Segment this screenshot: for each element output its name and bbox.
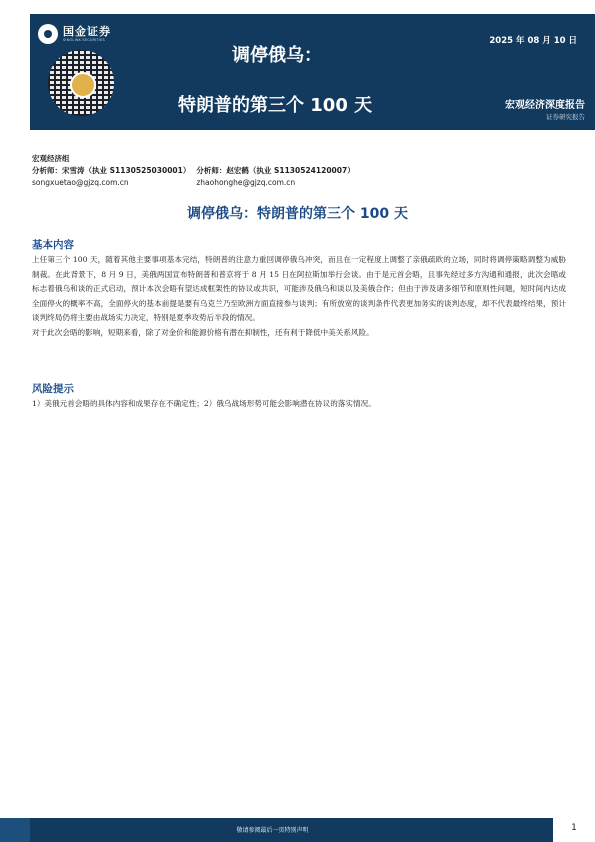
analyst-item: [32, 165, 190, 189]
analyst-list: [32, 165, 361, 189]
analyst-email[interactable]: songxuetao@gjzq.com.cn: [32, 178, 129, 187]
analyst-item: [196, 165, 354, 189]
risk-body: 1）美俄元首会晤的具体内容和成果存在不确定性；2）俄乌战场形势可能会影响潜在协议的落实情况。: [32, 399, 376, 408]
summary-paragraph: 上任第三个 100 天，随着其他主要事项基本完结，特朗普的注意力重回调停俄乌冲突，而且在一定程度上调整了亲俄疏欧的立场，同时将调停策略调整为威胁制裁。在此背景下，8 月 9 日，美俄两国宣布特朗普和普京将于 8 月 15 日在阿拉斯加举行会谈。由于是元首会晤，且事先经过多方沟通和通报，此次会晤或标志着俄乌和谈的正式启动，预计本次会晤有望达成框架性的协议或共识，可能涉及俄乌和谈以及美俄合作；但由于涉及诸多细节和原则性问题，短时间内达成全面停火的概率不高，全面停火的基本前提是要有乌克兰乃至欧洲方面直接参与谈判；有所放宽的谈判条件代表更加务实的谈判态度，却不代表最终结果，预计谈判终局仍将主要由战场实力决定，特别是夏季攻势后半段的情况。: [32, 255, 566, 322]
analyst-label: 分析师：赵宏鹤（执业 S1130524120007）: [196, 166, 355, 175]
analyst-label: 分析师：宋雪涛（执业 S1130525030001）: [32, 166, 191, 175]
team-name: 宏观经济组: [32, 154, 70, 163]
qr-center-badge-icon: [70, 72, 96, 98]
company-logo: [38, 24, 111, 44]
cover-title-line2: 特朗普的第三个 100 天: [178, 95, 373, 116]
analyst-block: [32, 153, 361, 189]
report-subtype: 证券研究报告: [546, 113, 585, 121]
logo-subtext: SINOLINK SECURITIES: [63, 37, 105, 42]
logo-text: 国金证券: [63, 24, 111, 38]
page-title: 调停俄乌：特朗普的第三个 100 天: [187, 206, 408, 222]
analyst-email[interactable]: zhaohonghe@gjzq.com.cn: [196, 178, 296, 187]
summary-paragraph: 对于此次会晤的影响，短期来看，除了对金价和能源价格有潜在抑制性，还有利于降低中美关系风险。: [32, 327, 374, 337]
page-number: 1: [571, 823, 577, 833]
section-heading-risk: 风险提示: [32, 383, 74, 395]
report-date: 2025 年 08 月 10 日: [489, 36, 577, 46]
report-type: 宏观经济深度报告: [505, 100, 585, 111]
cover-title-line1: 调停俄乌：: [232, 45, 322, 66]
logo-icon: [38, 24, 58, 44]
footer-disclaimer: 敬请参阅最后一页特别声明: [236, 827, 309, 834]
summary-body: [32, 253, 566, 340]
section-heading-summary: 基本内容: [32, 239, 74, 251]
